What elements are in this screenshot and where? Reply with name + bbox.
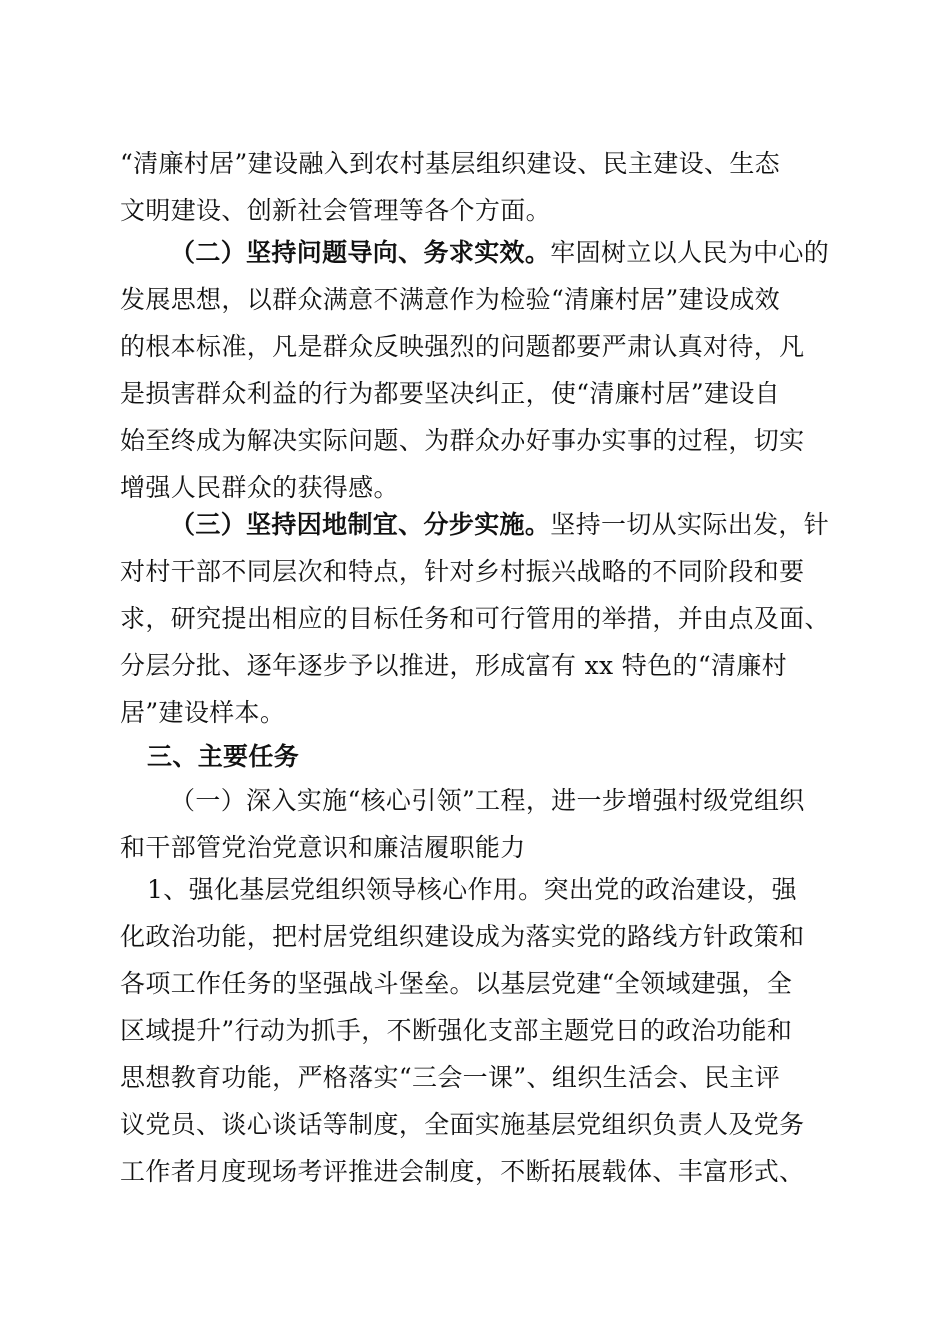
- paragraph-line: 增强人民群众的获得感。: [120, 473, 399, 502]
- section-subheading: （三）坚持因地制宜、分步实施。: [170, 510, 551, 539]
- section-subheading: （二）坚持问题导向、务求实效。: [170, 238, 551, 267]
- paragraph-text: 坚持一切从实际出发，针: [550, 510, 830, 539]
- paragraph-line: 求，研究提出相应的目标任务和可行管用的举措，并由点及面、: [120, 604, 830, 633]
- paragraph-line: 和干部管党治党意识和廉洁履职能力: [120, 833, 526, 862]
- paragraph-line: [170, 508, 829, 542]
- paragraph-line: [170, 236, 829, 270]
- paragraph-text: 牢固树立以人民为中心的: [550, 238, 830, 267]
- paragraph-line: 区域提升”行动为抓手，不断强化支部主题党日的政治功能和: [120, 1016, 793, 1045]
- paragraph-line: 分层分批、逐年逐步予以推进，形成富有 xx 特色的“清廉村: [120, 651, 788, 680]
- paragraph-line: 居”建设样本。: [120, 698, 286, 727]
- paragraph-line: 文明建设、创新社会管理等各个方面。: [120, 196, 551, 225]
- paragraph-line: 对村干部不同层次和特点，针对乡村振兴战略的不同阶段和要: [120, 557, 805, 586]
- paragraph-line: “清廉村居”建设融入到农村基层组织建设、民主建设、生态: [120, 149, 781, 178]
- paragraph-line: 始至终成为解决实际问题、为群众办好事办实事的过程，切实: [120, 426, 805, 455]
- paragraph-line: （一）深入实施“核心引领”工程，进一步增强村级党组织: [170, 786, 805, 815]
- paragraph-line: 思想教育功能，严格落实“三会一课”、组织生活会、民主评: [120, 1063, 781, 1092]
- section-heading: 三、主要任务: [147, 742, 300, 771]
- paragraph-line: 工作者月度现场考评推进会制度，不断拓展载体、丰富形式、: [120, 1157, 805, 1186]
- paragraph-line: 各项工作任务的坚强战斗堡垒。以基层党建“全领域建强，全: [120, 969, 793, 998]
- paragraph-line: 化政治功能，把村居党组织建设成为落实党的路线方针政策和: [120, 922, 805, 951]
- paragraph-line: 是损害群众利益的行为都要坚决纠正，使“清廉村居”建设自: [120, 379, 781, 408]
- paragraph-line: 发展思想，以群众满意不满意作为检验“清廉村居”建设成效: [120, 285, 781, 314]
- paragraph-line: 议党员、谈心谈话等制度，全面实施基层党组织负责人及党务: [120, 1110, 805, 1139]
- paragraph-line: 1、强化基层党组织领导核心作用。突出党的政治建设，强: [147, 875, 798, 904]
- paragraph-line: 的根本标准，凡是群众反映强烈的问题都要严肃认真对待，凡: [120, 332, 805, 361]
